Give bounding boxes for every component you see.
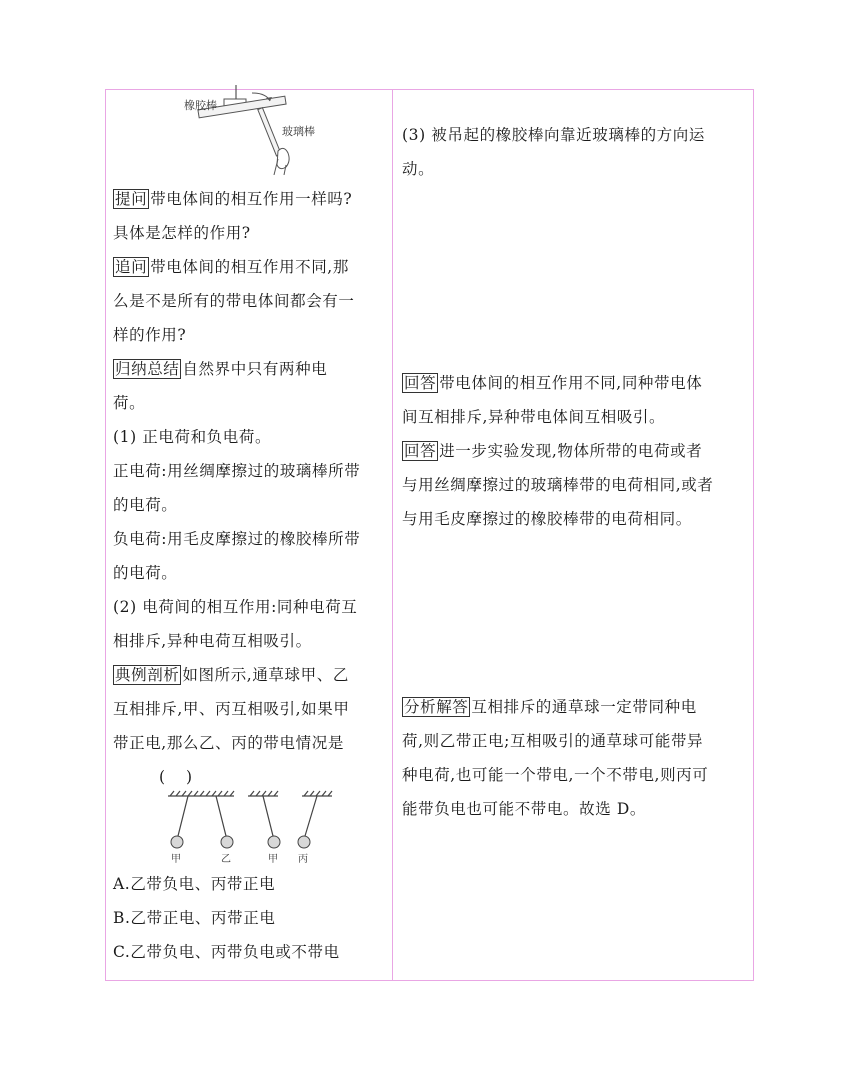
point1-title: (1) 正电荷和负电荷。 [113,428,272,446]
answer-blank: ( ) [159,768,201,786]
answer-block [402,366,747,536]
example-tag: 典例剖析 [115,666,180,684]
answer2-line-3: 与用毛皮摩擦过的橡胶棒带的电荷相同。 [402,510,692,528]
summary-line-2: 荷。 [113,394,146,412]
column-divider [392,89,393,981]
point2-line-2: 相排斥,异种电荷互相吸引。 [113,632,312,650]
positive-charge-line-2: 的电荷。 [113,496,178,514]
observation-line-2: 动。 [402,160,435,178]
followup-tag: 追问 [115,258,148,276]
analysis-line-1: 分析解答 互相排斥的通草球一定带同种电 [404,698,697,716]
ball-label-jia-1: 甲 [171,854,181,865]
ball-label-yi: 乙 [221,854,231,865]
pith-balls-figure [160,788,340,866]
followup-line-1: 追问 带电体间的相互作用不同,那 [115,258,349,276]
analysis-block [402,690,747,826]
glass-rod-label: 玻璃棒 [282,125,315,138]
ball-label-bing: 丙 [298,854,308,865]
answer2-line-2: 与用丝绸摩擦过的玻璃棒带的电荷相同,或者 [402,476,714,494]
answer1-line-1: 回答 带电体间的相互作用不同,同种带电体 [404,374,703,392]
positive-charge-line-1: 正电荷:用丝绸摩擦过的玻璃棒所带 [113,462,361,480]
answer1-tag: 回答 [404,374,437,392]
example-line-1: 典例剖析 如图所示,通草球甲、乙 [115,666,349,684]
example-line-2: 互相排斥,甲、丙互相吸引,如果甲 [113,700,350,718]
observation-block [402,118,747,186]
left-column [113,182,385,794]
example-line-3: 带正电,那么乙、丙的带电情况是 [113,734,344,752]
question-line-1: 提问 带电体间的相互作用一样吗? [115,190,353,208]
observation-line-1: (3) 被吊起的橡胶棒向靠近玻璃棒的方向运 [402,126,705,144]
analysis-line-4: 能带负电也可能不带电。故选 D。 [402,800,646,818]
followup-line-3: 样的作用? [113,326,187,344]
answer1-line-2: 间互相排斥,异种带电体间互相吸引。 [402,408,666,426]
followup-line-2: 么是不是所有的带电体间都会有一 [113,292,355,310]
options-list [113,867,340,969]
summary-line-1: 归纳总结 自然界中只有两种电 [115,360,328,378]
negative-charge-line-1: 负电荷:用毛皮摩擦过的橡胶棒所带 [113,530,361,548]
question-tag: 提问 [115,190,148,208]
analysis-tag: 分析解答 [404,698,469,716]
option-b: B.乙带正电、丙带正电 [113,909,276,927]
ball-label-jia-2: 甲 [268,854,278,865]
point2-line-1: (2) 电荷间的相互作用:同种电荷互 [113,598,358,616]
option-c: C.乙带负电、丙带负电或不带电 [113,943,340,961]
summary-tag: 归纳总结 [115,360,180,378]
analysis-line-2: 荷,则乙带正电;互相吸引的通草球可能带异 [402,732,704,750]
option-a: A.乙带负电、丙带正电 [113,875,276,893]
negative-charge-line-2: 的电荷。 [113,564,178,582]
rods-figure [178,85,328,175]
answer2-tag: 回答 [404,442,437,460]
analysis-line-3: 种电荷,也可能一个带电,一个不带电,则丙可 [402,766,709,784]
question-line-2: 具体是怎样的作用? [113,224,251,242]
rubber-rod-label: 橡胶棒 [184,99,217,112]
answer2-line-1: 回答 进一步实验发现,物体所带的电荷或者 [404,442,703,460]
